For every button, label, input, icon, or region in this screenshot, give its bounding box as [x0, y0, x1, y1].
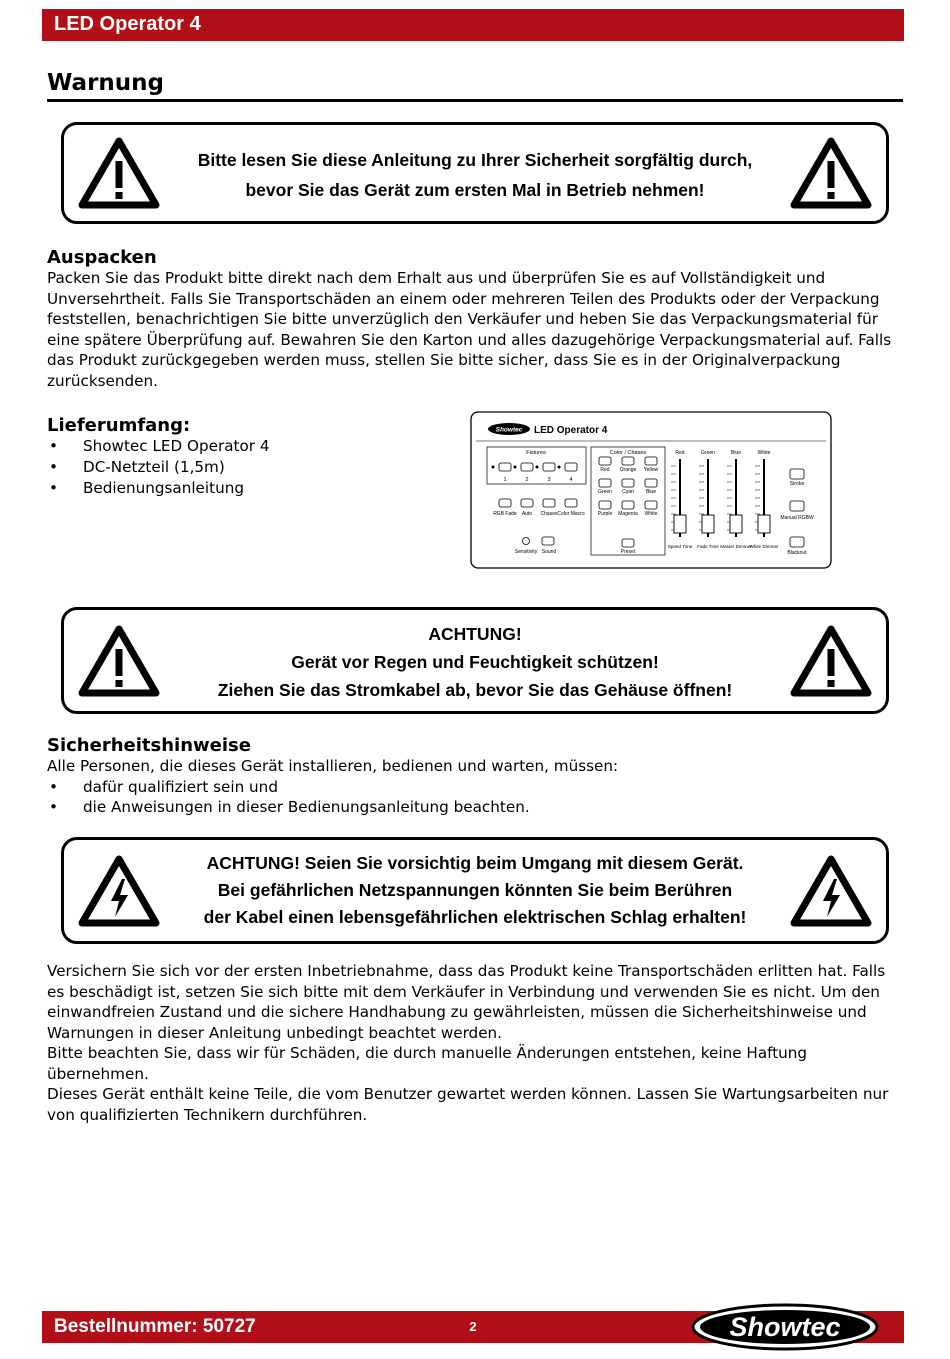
color-label: Magenta	[618, 511, 638, 517]
fixture-number: 2	[525, 477, 529, 483]
sensitivity-knob	[523, 538, 530, 545]
color-label: White	[644, 511, 658, 517]
unpacking-heading: Auspacken	[47, 247, 157, 268]
manual-rgbw-label: Manual RGBW	[780, 515, 814, 521]
list-item: • Showtec LED Operator 4	[47, 436, 447, 457]
safety-intro: Alle Personen, die dieses Gerät installieren, bedienen und warten, müssen:	[47, 757, 619, 775]
warning-exclamation-icon	[790, 625, 872, 697]
color-label: Cyan	[622, 489, 634, 495]
preset-label: Preset	[620, 549, 636, 555]
color-buttons	[599, 457, 657, 509]
color-label: Orange	[619, 467, 637, 473]
color-label: Green	[598, 489, 612, 495]
fixture-number: 3	[547, 477, 551, 483]
fader-top-label: Red	[675, 450, 685, 456]
warning-line: der Kabel einen lebensgefährlichen elektrischen Schlag erhalten!	[203, 907, 747, 927]
closing-paragraph: Dieses Gerät enthält keine Teile, die vom Benutzer gewartet werden können. Lassen Sie Wartungsarbeiten nur von qualifizierten Technikern durchführen.	[47, 1085, 889, 1124]
fader-top-label: White	[757, 450, 771, 456]
warning-line: ACHTUNG!	[428, 624, 522, 644]
device-brand: Showtec	[495, 426, 523, 434]
warning-exclamation-icon	[78, 625, 160, 697]
document-title: LED Operator 4	[54, 13, 201, 35]
fader-bottom-label: Fade Time	[697, 544, 719, 549]
warning-line: bevor Sie das Gerät zum ersten Mal in Betrieb nehmen!	[245, 180, 705, 200]
color-label: Yellow	[643, 467, 659, 473]
blackout-label: Blackout	[787, 550, 807, 556]
title-divider	[47, 99, 903, 102]
warning-line: Bitte lesen Sie diese Anleitung zu Ihrer Sicherheit sorgfältig durch,	[197, 150, 753, 170]
showtec-logo	[690, 1303, 880, 1351]
page-number: 2	[469, 1319, 477, 1334]
warning-line: Gerät vor Regen und Feuchtigkeit schützen!	[291, 652, 659, 672]
high-voltage-icon	[78, 855, 160, 927]
logo-text: Showtec	[729, 1312, 841, 1342]
closing-paragraph: Versichern Sie sich vor der ersten Inbetriebnahme, dass das Produkt keine Transportschäden erlitten hat. Falls es beschädigt ist, setzen Sie sich bitte mit dem Verkäufer in Verbindung und verwenden Sie es nicht. Um den einwandfreien Zustand und die sichere Handhabung zu gewährleisten, müssen die Sicherheitshinweise und Warnungen in dieser Anleitung unbedingt beachtet werden.	[47, 962, 886, 1042]
sensitivity-label: Sensitivity	[514, 549, 538, 555]
strobe-label: Strobe	[789, 481, 805, 487]
device-front-panel-diagram	[470, 411, 832, 569]
header-bar	[42, 9, 904, 41]
warning-exclamation-icon	[790, 137, 872, 209]
section-title: Warnung	[47, 70, 164, 96]
list-item: • die Anweisungen in dieser Bedienungsanleitung beachten.	[47, 797, 907, 818]
warning-line: ACHTUNG! Seien Sie vorsichtig beim Umgang mit diesem Gerät.	[206, 853, 744, 873]
color-label: Purple	[597, 511, 613, 517]
fader-bottom-label: Master Dimmer	[720, 544, 752, 549]
closing-paragraph: Bitte beachten Sie, dass wir für Schäden, die durch manuelle Änderungen entstehen, keine Haftung übernehmen.	[47, 1044, 808, 1083]
sound-label: Sound	[541, 549, 557, 555]
list-item: • DC-Netzteil (1,5m)	[47, 457, 447, 478]
mode-button-label: Chases	[540, 511, 558, 517]
warning-box-read-manual	[61, 122, 889, 224]
warning-line: Bei gefährlichen Netzspannungen könnten Sie beim Berühren	[217, 880, 733, 900]
warning-line: Ziehen Sie das Stromkabel ab, bevor Sie das Gehäuse öffnen!	[217, 680, 733, 700]
fixtures-label: Fixtures	[526, 450, 546, 456]
safety-heading: Sicherheitshinweise	[47, 735, 251, 756]
warning-box-electric-shock	[61, 837, 889, 944]
delivery-heading: Lieferumfang:	[47, 415, 191, 436]
mode-button-label: Auto	[521, 511, 533, 517]
fader-top-label: Blue	[730, 450, 742, 456]
fader-bottom-label: White Dimmer	[749, 544, 779, 549]
order-number: Bestellnummer: 50727	[54, 1316, 256, 1337]
showtec-logo-icon	[690, 1303, 880, 1351]
device-model: LED Operator 4	[534, 425, 608, 436]
fader-top-label: Green	[701, 450, 715, 456]
color-label: Blue	[645, 489, 657, 495]
mode-button-label: Color Macro	[557, 511, 585, 517]
unpacking-text: Packen Sie das Produkt bitte direkt nach dem Erhalt aus und überprüfen Sie es auf Vollständigkeit und Unversehrtheit. Falls Sie Transportschäden an einem oder mehreren Teilen des Produkts oder der Verpackung feststellen, benachrichtigen Sie bitte unverzüglich den Verkäufer und heben Sie das Verpackungsmaterial für eine spätere Überprüfung auf. Bewahren Sie den Karton und alles dazugehörige Verpackungsmaterial auf. Falls das Produkt zurückgegeben werden muss, stellen Sie bitte sicher, dass Sie es in der Originalverpackung zurücksenden.	[47, 269, 892, 390]
color-chases-label: Color / Chases	[609, 450, 647, 456]
list-item: • Bedienungsanleitung	[47, 478, 447, 499]
warning-box-moisture	[61, 607, 889, 714]
color-label: Red	[600, 467, 610, 473]
fixture-number: 1	[503, 477, 507, 483]
fixture-number: 4	[569, 477, 573, 483]
fader-bottom-label: Speed Time	[667, 544, 693, 549]
high-voltage-icon	[790, 855, 872, 927]
mode-button-label: RGB Fade	[493, 511, 517, 517]
list-item: • dafür qualifiziert sein und	[47, 777, 907, 798]
warning-exclamation-icon	[78, 137, 160, 209]
